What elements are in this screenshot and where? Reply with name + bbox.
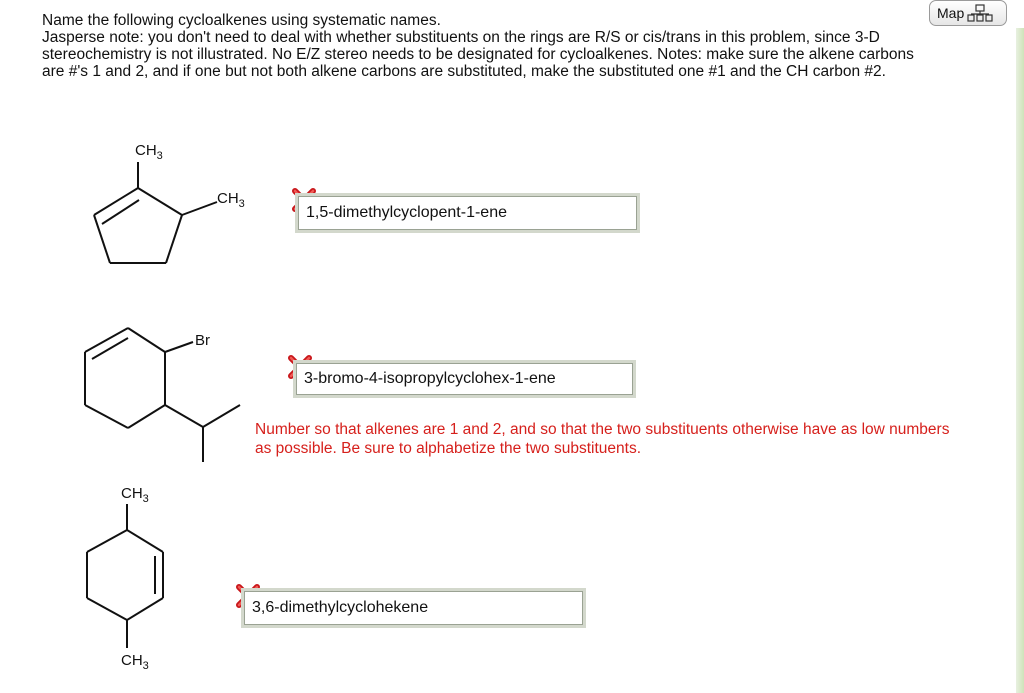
molecule-3-structure — [75, 478, 195, 673]
molecule-2-structure — [75, 320, 255, 470]
question-prompt: Name the following cycloalkenes using systematic names. — [42, 12, 441, 29]
molecule-1-ch3-right: $CH_3$ — [217, 190, 245, 210]
molecule-2-br: Br — [195, 332, 210, 349]
molecule-1-structure — [80, 130, 270, 275]
scrollbar-track[interactable] — [1016, 28, 1024, 693]
molecule-3-ch3-bottom: $CH_3$ — [121, 652, 149, 672]
molecule-1-ch3-top: $CH_3$ — [135, 142, 163, 162]
map-label: Map — [937, 5, 965, 21]
molecule-3-ch3-top: $CH_3$ — [121, 485, 149, 505]
map-tree-icon — [967, 4, 993, 22]
answer-input-1[interactable]: 1,5-dimethylcyclopent-1-ene — [295, 193, 640, 233]
answer-input-3[interactable]: 3,6-dimethylcyclohekene — [241, 588, 586, 628]
feedback-message: Number so that alkenes are 1 and 2, and so that the two substituents otherwise have as low numbers as possible. Be sure to alphabetize the two substituents. — [255, 421, 950, 457]
question-note: Jasperse note: you don't need to deal with whether substituents on the rings are R/S or cis/trans in this problem, since 3-D stereochemistry is not illustrated. No E/Z stereo needs to be designated for cycloalkenes. Notes: make sure the alkene carbons are #'s 1 and 2, and if one but not both alkene carbons are substituted, make the substituted one #1 and the CH carbon #2. — [42, 29, 914, 80]
question-instructions — [42, 12, 922, 80]
map-button[interactable] — [929, 0, 1007, 26]
answer-input-2[interactable]: 3-bromo-4-isopropylcyclohex-1-ene — [293, 360, 636, 398]
